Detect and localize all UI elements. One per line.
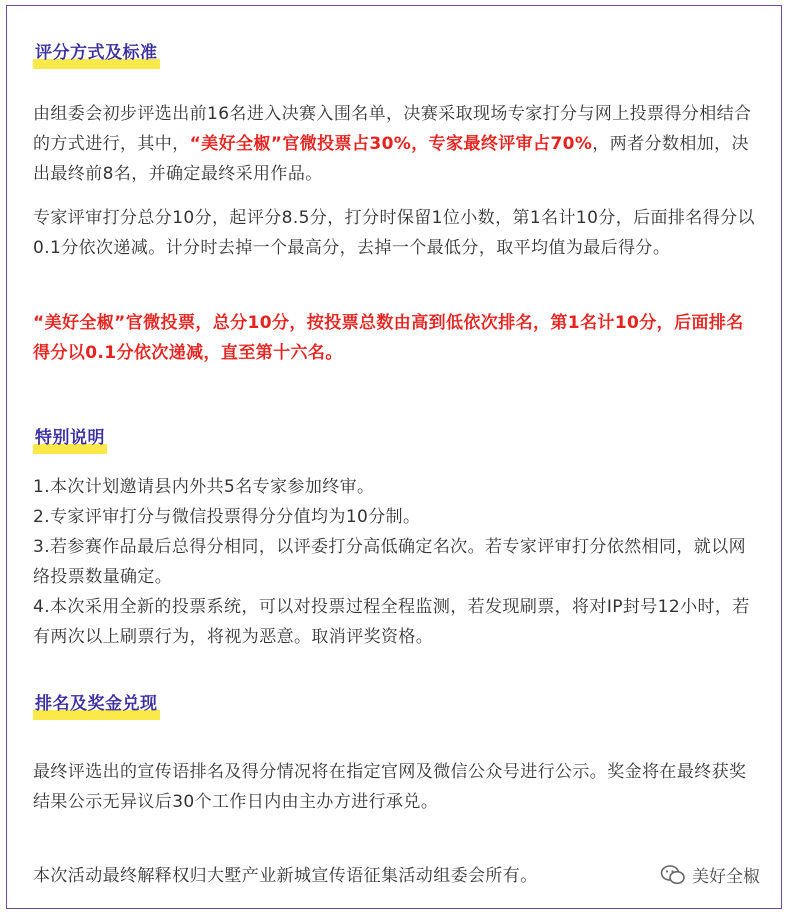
list-item: 4.本次采用全新的投票系统，可以对投票过程全程监测，若发现刷票，将对IP封号12小时，若有两次以上刷票行为，将视为恶意。取消评奖资格。	[33, 597, 750, 647]
section-heading-ranking: 排名及奖金兑现	[33, 689, 160, 714]
wechat-watermark	[660, 862, 760, 887]
list-item: 2.专家评审打分与微信投票得分分值均为10分制。	[33, 507, 421, 527]
list-item: 3.若参赛作品最后总得分相同，以评委打分高低确定名次。若专家评审打分依然相同，就以网络投票数量确定。	[33, 537, 747, 587]
scoring-paragraph-3: “美好全椒”官微投票，总分10分，按投票总数由高到低依次排名，第1名计10分，后面排名得分以0.1分依次递减，直至第十六名。	[33, 313, 744, 363]
vote-weight-highlight: “美好全椒”官微投票占30%，专家最终评审占70%	[189, 134, 593, 154]
ranking-paragraph-1: 最终评选出的宣传语排名及得分情况将在指定官网及微信公众号进行公示。奖金将在最终获奖结果公示无异议后30个工作日内由主办方进行承兑。	[33, 762, 747, 812]
section-heading-notes: 特别说明	[33, 423, 107, 448]
scoring-paragraph-2: 专家评审打分总分10分，起评分8.5分，打分时保留1位小数，第1名计10分，后面排名得分以0.1分依次递减。计分时去掉一个最高分，去掉一个最低分，取平均值为最后得分。	[33, 208, 755, 258]
ranking-paragraph-2: 本次活动最终解释权归大墅产业新城宣传语征集活动组委会所有。	[33, 866, 538, 886]
list-item: 1.本次计划邀请县内外共5名专家参加终审。	[33, 477, 375, 497]
scoring-paragraph-1: 由组委会初步评选出前16名进入决赛入围名单，决赛采取现场专家打分与网上投票得分相结合的方式进行，其中，“美好全椒”官微投票占30%，专家最终评审占70%，两者分数相加，决出最终前8名，并确定最终采用作品。	[33, 104, 752, 184]
watermark-label: 美好全椒	[692, 867, 760, 887]
notes-list	[33, 472, 757, 652]
section-heading-scoring: 评分方式及标准	[33, 38, 160, 63]
wechat-icon	[660, 864, 686, 886]
